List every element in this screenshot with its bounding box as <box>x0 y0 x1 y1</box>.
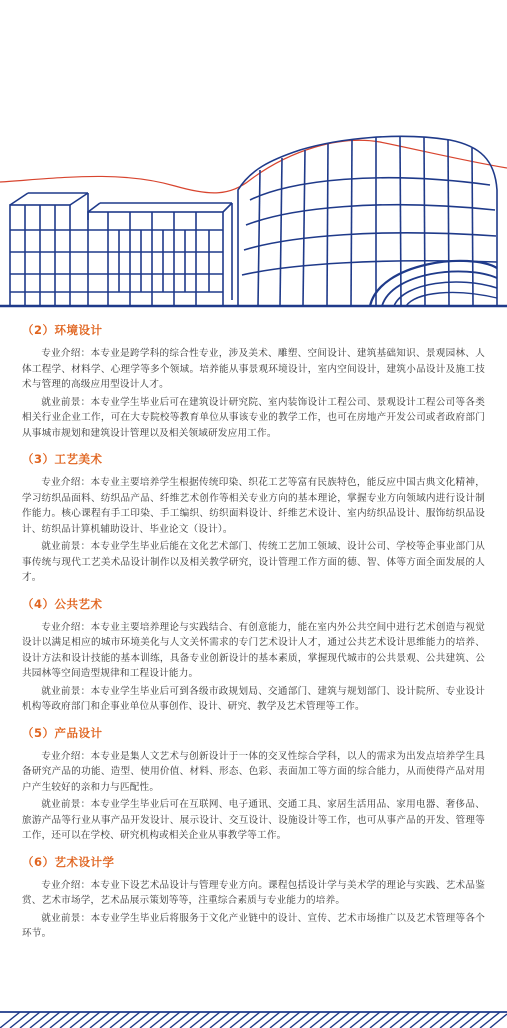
career-paragraph: 就业前景：本专业学生毕业后可在建筑设计研究院、室内装饰设计工程公司、景观设计工程公司等各类相关行业企业工作，可在大专院校等教育单位从事该专业的教学工作，也可在房地产开发公司或者政府部门从事城市规划和建筑设计管理以及相关领域研发应用工作。 <box>22 396 485 439</box>
decorative-bottom-band <box>0 1008 507 1028</box>
section-title: （4）公共艺术 <box>22 596 103 611</box>
buildings-illustration <box>0 0 507 320</box>
intro-paragraph: 专业介绍：本专业是跨学科的综合性专业，涉及美术、雕塑、空间设计、建筑基础知识、景观园林、人体工程学、材料学、心理学等多个领域。培养能从事景观环境设计，室内空间设计，建筑小品设计及施工技术与管理的高级应用型设计人才。 <box>22 348 485 390</box>
section-title: （3）工艺美术 <box>22 452 103 466</box>
intro-paragraph: 专业介绍：本专业主要培养学生根据传统印染、织花工艺等富有民族特色，能反应中国古典文化精神，学习纺织品面料、纺织品产品、纤维艺术创作等相关专业方向的基本理论，掌握专业方向领域内进行设计制作能力。核心课程有手工印染、手工编织、纺织面料设计、纤维艺术设计、室内纺织品设计、服饰纺织品设计、纺织品计算机辅助设计、毕业论文（设计）。 <box>22 477 485 535</box>
section-environment-design <box>0 322 507 441</box>
section-title: （6）艺术设计学 <box>22 854 115 869</box>
career-paragraph: 就业前景：本专业学生毕业后能在文化艺术部门、传统工艺加工领域、设计公司、学校等企事业部门从事传统与现代工艺美术品设计制作以及相关教学研究，设计管理工作方面的德、智、体等方面全面发展的人才。 <box>22 541 485 583</box>
intro-paragraph: 专业介绍：本专业主要培养理论与实践结合、有创意能力，能在室内外公共空间中进行艺术创造与视觉设计以满足相应的城市环境美化与人文关怀需求的专门艺术设计人才，通过公共艺术设计思维能力的培养、设计方法和设计技能的基本训练，具备专业创新设计的基本素质，掌握现代城市的公共景观、公共建筑、公共园林等空间造型规律和工程设计能力。 <box>22 621 485 679</box>
intro-paragraph: 专业介绍：本专业是集人文艺术与创新设计于一体的交叉性综合学科，以人的需求为出发点培养学生具备研究产品的功能、造型、使用价值、材料、形态、色彩、表面加工等方面的综合能力，从而使得产品对用户产生较好的亲和力与匹配性。 <box>22 750 485 793</box>
career-paragraph: 就业前景：本专业学生毕业后可到各级市政规划局、交通部门、建筑与规划部门、设计院所、专业设计机构等政府部门和企事业单位从事创作、设计、研究、教学及艺术管理等工作。 <box>22 685 485 712</box>
career-paragraph: 就业前景：本专业学生毕业后将服务于文化产业链中的设计、宣传、艺术市场推广以及艺术管理等各个环节。 <box>22 912 485 939</box>
section-title: （5）产品设计 <box>22 725 103 740</box>
section-product-design <box>0 725 507 844</box>
section-art-design-studies <box>0 854 507 942</box>
section-title: （2）环境设计 <box>22 323 103 337</box>
section-public-art <box>0 596 507 715</box>
section-arts-crafts <box>0 451 507 586</box>
career-paragraph: 就业前景：本专业学生毕业后可在互联网、电子通讯、交通工具、家居生活用品、家用电器、奢侈品、旅游产品等行业从事产品开发设计、展示设计、交互设计、设施设计等工作，也可从事产品的开发、管理等工作，还可以在学校、研究机构或相关企业从事教学等工作。 <box>22 799 485 841</box>
content-area <box>0 322 507 942</box>
intro-paragraph: 专业介绍：本专业下设艺术品设计与管理专业方向。课程包括设计学与美术学的理论与实践、艺术品鉴赏、艺术市场学，艺术品展示策划等等，注重综合素质与专业能力的培养。 <box>22 879 485 906</box>
